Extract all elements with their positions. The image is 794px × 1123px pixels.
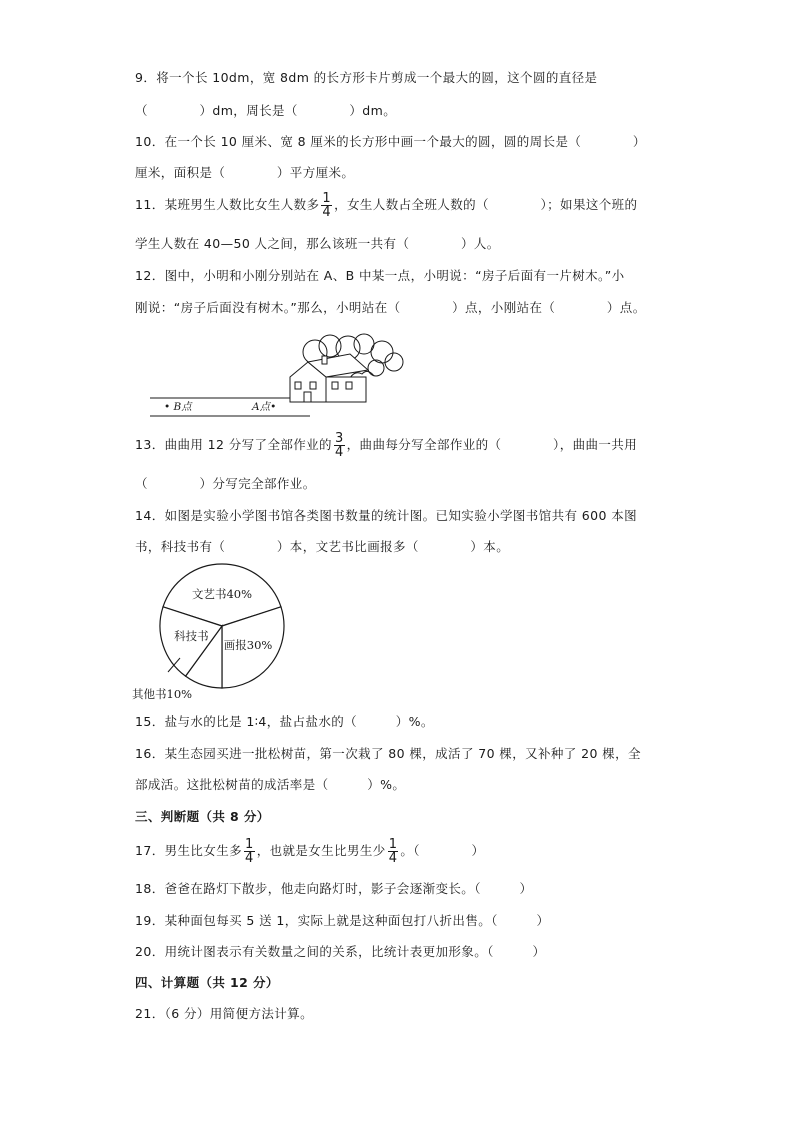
section-calc-heading: 四、计算题（共 12 分） [135,975,279,990]
q15-line1: 15．盐与水的比是 1∶4，盐占盐水的（ ）%。 [135,714,434,729]
q17-text-a: 17．男生比女生多 [135,843,243,858]
q19-line1: 19．某种面包每买 5 送 1，实际上就是这种面包打八折出售。（ ） [135,913,550,928]
q13-line1 [135,432,637,459]
q12-line1: 12．图中，小明和小刚分别站在 A、B 中某一点，小明说：“房子后面有一片树木。”小 [135,268,625,283]
q14-line2: 书，科技书有（ ）本，文艺书比画报多（ ）本。 [135,539,510,554]
q18-line1: 18．爸爸在路灯下散步，他走向路灯时，影子会逐渐变长。（ ） [135,881,533,896]
q17-text-c: 。（ ） [400,843,485,858]
q10-line2: 厘米，面积是（ ）平方厘米。 [135,165,355,180]
house-scene-figure [150,332,410,422]
q17-fraction-2: $\frac{1}{4}$ [388,837,398,866]
point-b-label: • B点 [164,401,192,413]
q13-text-a: 13．曲曲用 12 分写了全部作业的 [135,437,332,452]
q20-line1: 20．用统计图表示有关数量之间的关系，比统计表更加形象。（ ） [135,944,546,959]
q17-line1 [135,838,484,865]
pie-slices [160,564,284,688]
pie-label-0: 文艺书40% [191,586,253,601]
q9-line2: （ ）dm，周长是（ ）dm。 [135,103,397,118]
q13-text-b: ，曲曲每分写全部作业的（ ），曲曲一共用 [346,437,638,452]
pie-label-3: 科技书 [174,628,209,643]
q21-line1: 21．（6 分）用简便方法计算。 [135,1006,313,1021]
section-judge-heading: 三、判断题（共 8 分） [135,809,270,824]
q17-fraction-1: $\frac{1}{4}$ [245,837,254,866]
q11-text-b: ，女生人数占全班人数的（ ）；如果这个班的 [334,197,638,212]
q16-line2: 部成活。这批松树苗的成活率是（ ）%。 [135,777,406,792]
pie-label-2: 其他书10% [132,687,193,700]
q14-line1: 14．如图是实验小学图书馆各类图书数量的统计图。已知实验小学图书馆共有 600 本图 [135,508,638,523]
pie-label-1: 画报30% [223,637,273,652]
q13-fraction [334,432,345,459]
point-a-label: A点• [252,401,277,413]
q11-line2: 学生人数在 40—50 人之间，那么该班一共有（ ）人。 [135,236,500,251]
q11-line1 [135,192,637,219]
q10-line1: 10．在一个长 10 厘米、宽 8 厘米的长方形中画一个最大的圆，圆的周长是（ ） [135,134,646,149]
q11-frac-den: 4 [322,205,332,220]
q11-text-a: 11．某班男生人数比女生人数多 [135,197,320,212]
house-icon [290,354,368,402]
q9-line1: 9．将一个长 10dm，宽 8dm 的长方形卡片剪成一个最大的圆，这个圆的直径是 [135,70,598,85]
q13-frac-num: 3 [334,431,344,446]
q11-fraction [321,192,332,219]
q16-line1: 16．某生态园买进一批松树苗，第一次栽了 80 棵，成活了 70 棵，又补种了 20 棵，全 [135,746,641,761]
q13-line2: （ ）分写完全部作业。 [135,476,316,491]
q13-frac-den: 4 [334,445,344,460]
book-pie-chart [130,560,300,700]
q12-line2: 刚说：“房子后面没有树木。”那么，小明站在（ ）点，小刚站在（ ）点。 [135,300,646,315]
q11-frac-num: 1 [322,191,332,206]
q17-text-b: ，也就是女生比男生少 [256,843,386,858]
